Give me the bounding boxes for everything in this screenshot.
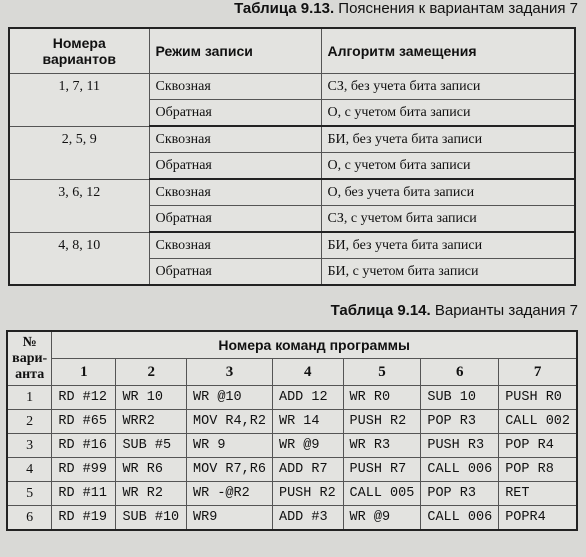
command-cell: RD #11: [52, 482, 116, 506]
command-cell: WR -@R2: [187, 482, 273, 506]
command-column-number: 3: [187, 359, 273, 386]
algorithm-cell: О, с учетом бита записи: [321, 153, 575, 180]
table-9-13-caption: [234, 0, 578, 18]
algorithm-cell: О, с учетом бита записи: [321, 100, 575, 127]
header-program-commands: Номера команд программы: [52, 331, 577, 359]
command-cell: WRR2: [116, 410, 187, 434]
command-cell: PUSH R3: [421, 434, 499, 458]
command-cell: POP R3: [421, 482, 499, 506]
command-cell: SUB #5: [116, 434, 187, 458]
variant-number-cell: 4: [7, 458, 52, 482]
table-9-14-caption-number: Таблица 9.14.: [330, 302, 431, 319]
algorithm-cell: БИ, без учета бита записи: [321, 126, 575, 153]
table-9-14-caption: [331, 302, 578, 320]
table-row: [9, 179, 575, 206]
algorithm-cell: БИ, без учета бита записи: [321, 232, 575, 259]
command-cell: POPR4: [499, 506, 577, 531]
command-column-number: 4: [272, 359, 343, 386]
command-cell: ADD #3: [272, 506, 343, 531]
table-row: [7, 410, 577, 434]
header-variant-number: № вари-анта: [7, 331, 52, 386]
table-9-13: [8, 27, 576, 286]
write-mode-cell: Обратная: [149, 153, 321, 180]
table-9-13-caption-title: Пояснения к вариантам задания 7: [334, 0, 578, 17]
command-cell: RD #65: [52, 410, 116, 434]
command-cell: CALL 006: [421, 458, 499, 482]
header-write-mode: Режим записи: [149, 28, 321, 74]
command-cell: PUSH R7: [343, 458, 421, 482]
command-cell: RD #99: [52, 458, 116, 482]
command-cell: ADD R7: [272, 458, 343, 482]
write-mode-cell: Обратная: [149, 206, 321, 233]
command-cell: POP R8: [499, 458, 577, 482]
command-cell: WR R2: [116, 482, 187, 506]
command-cell: WR 10: [116, 386, 187, 410]
table-9-14-column-numbers: [7, 359, 577, 386]
command-cell: WR 9: [187, 434, 273, 458]
algorithm-cell: БИ, с учетом бита записи: [321, 259, 575, 286]
command-cell: MOV R7,R6: [187, 458, 273, 482]
command-cell: WR 14: [272, 410, 343, 434]
command-cell: WR @9: [272, 434, 343, 458]
command-cell: RD #19: [52, 506, 116, 531]
command-cell: PUSH R0: [499, 386, 577, 410]
command-cell: PUSH R2: [272, 482, 343, 506]
table-9-14-header-row: [7, 331, 577, 359]
command-cell: RET: [499, 482, 577, 506]
write-mode-cell: Сквозная: [149, 232, 321, 259]
variant-numbers-cell: 2, 5, 9: [9, 126, 149, 179]
command-cell: WR R3: [343, 434, 421, 458]
command-cell: WR @9: [343, 506, 421, 531]
command-column-number: 7: [499, 359, 577, 386]
command-cell: WR R6: [116, 458, 187, 482]
table-row: [7, 506, 577, 531]
write-mode-cell: Сквозная: [149, 126, 321, 153]
command-cell: ADD 12: [272, 386, 343, 410]
write-mode-cell: Обратная: [149, 259, 321, 286]
command-cell: POP R3: [421, 410, 499, 434]
command-cell: WR9: [187, 506, 273, 531]
algorithm-cell: О, без учета бита записи: [321, 179, 575, 206]
command-cell: RD #16: [52, 434, 116, 458]
header-replacement-algorithm: Алгоритм замещения: [321, 28, 575, 74]
write-mode-cell: Обратная: [149, 100, 321, 127]
algorithm-cell: СЗ, с учетом бита записи: [321, 206, 575, 233]
table-row: [7, 482, 577, 506]
variant-numbers-cell: 1, 7, 11: [9, 74, 149, 127]
variant-number-cell: 3: [7, 434, 52, 458]
table-row: [7, 458, 577, 482]
command-cell: CALL 005: [343, 482, 421, 506]
write-mode-cell: Сквозная: [149, 74, 321, 100]
command-cell: SUB #10: [116, 506, 187, 531]
variant-numbers-cell: 4, 8, 10: [9, 232, 149, 285]
variant-number-cell: 2: [7, 410, 52, 434]
variant-number-cell: 5: [7, 482, 52, 506]
command-column-number: 6: [421, 359, 499, 386]
header-variants: Номера вариантов: [9, 28, 149, 74]
algorithm-cell: СЗ, без учета бита записи: [321, 74, 575, 100]
variant-number-cell: 6: [7, 506, 52, 531]
command-cell: SUB 10: [421, 386, 499, 410]
command-cell: CALL 006: [421, 506, 499, 531]
command-column-number: 5: [343, 359, 421, 386]
command-column-number: 1: [52, 359, 116, 386]
command-cell: MOV R4,R2: [187, 410, 273, 434]
command-cell: CALL 002: [499, 410, 577, 434]
table-row: [9, 126, 575, 153]
command-cell: PUSH R2: [343, 410, 421, 434]
write-mode-cell: Сквозная: [149, 179, 321, 206]
command-column-number: 2: [116, 359, 187, 386]
table-row: [9, 74, 575, 100]
table-9-14: [6, 330, 578, 531]
variant-numbers-cell: 3, 6, 12: [9, 179, 149, 232]
command-cell: POP R4: [499, 434, 577, 458]
command-cell: WR @10: [187, 386, 273, 410]
table-9-14-caption-title: Варианты задания 7: [430, 302, 578, 319]
table-9-13-caption-number: Таблица 9.13.: [234, 0, 335, 17]
command-cell: RD #12: [52, 386, 116, 410]
table-9-13-header-row: [9, 28, 575, 74]
variant-number-cell: 1: [7, 386, 52, 410]
table-row: [7, 386, 577, 410]
command-cell: WR R0: [343, 386, 421, 410]
table-row: [9, 232, 575, 259]
table-row: [7, 434, 577, 458]
